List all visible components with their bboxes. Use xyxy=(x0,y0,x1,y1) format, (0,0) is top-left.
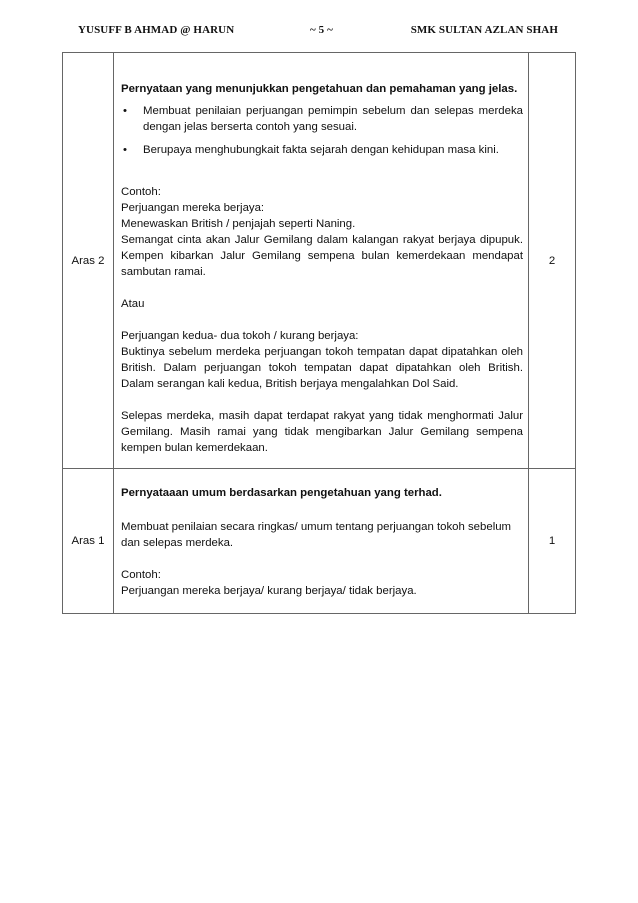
bullet-icon: • xyxy=(123,144,127,156)
list-item: • Berupaya menghubungkait fakta sejarah dengan kehidupan masa kini. xyxy=(123,144,499,156)
example-line: Perjuangan mereka berjaya: xyxy=(121,202,265,214)
alternative-text: Buktinya sebelum merdeka perjuangan tokoh tempatan dapat dipatahkan oleh British. Dalam perjuangan tokoh tempatan dapat dipatahkan oleh British. Dalam serangan kali kedua, British berjaya mengalahkan Dol Said. xyxy=(121,346,523,390)
description-cell xyxy=(114,53,529,469)
rubric-table xyxy=(62,52,576,614)
header-school: SMK SULTAN AZLAN SHAH xyxy=(410,24,558,36)
example-line: Semangat cinta akan Jalur Gemilang dalam kalangan rakyat berjaya dipupuk. Kempen kibarkan Jalur Gemilang sempena bulan kemerdekaan mendapat sambutan ramai. xyxy=(121,234,523,278)
header-page-number: ~ 5 ~ xyxy=(310,24,333,36)
level-cell: Aras 1 xyxy=(63,469,114,614)
example-heading: Contoh: xyxy=(121,186,161,198)
criteria-title: Pernyataaan umum berdasarkan pengetahuan yang terhad. xyxy=(121,487,442,499)
example-heading: Contoh: xyxy=(121,569,161,581)
page-header xyxy=(70,24,568,42)
after-independence-text: Selepas merdeka, masih dapat terdapat rakyat yang tidak menghormati Jalur Gemilang. Masih ramai yang tidak mengibarkan Jalur Gemilang sempena kempen bulan kemerdekaan. xyxy=(121,410,523,454)
example-text: Perjuangan mereka berjaya/ kurang berjaya/ tidak berjaya. xyxy=(121,585,417,597)
score-cell: 1 xyxy=(529,469,576,614)
criteria-title: Pernyataan yang menunjukkan pengetahuan dan pemahaman yang jelas. xyxy=(121,83,518,95)
table-row-aras-1 xyxy=(63,469,576,614)
bullet-icon: • xyxy=(123,105,127,117)
table-row-aras-2 xyxy=(63,53,576,469)
level-cell: Aras 2 xyxy=(63,53,114,469)
criteria-text: Membuat penilaian secara ringkas/ umum tentang perjuangan tokoh sebelum dan selepas merdeka. xyxy=(121,521,512,549)
or-text: Atau xyxy=(121,298,145,310)
header-author: YUSUFF B AHMAD @ HARUN xyxy=(78,24,235,36)
list-item: • Membuat penilaian perjuangan pemimpin sebelum dan selepas merdeka dengan jelas berserta contoh yang sesuai. xyxy=(123,105,523,133)
alternative-heading: Perjuangan kedua- dua tokoh / kurang berjaya: xyxy=(121,330,359,342)
score-cell: 2 xyxy=(529,53,576,469)
description-cell xyxy=(114,469,529,614)
criteria-list xyxy=(121,103,523,158)
example-line: Menewaskan British / penjajah seperti Naning. xyxy=(121,218,356,230)
